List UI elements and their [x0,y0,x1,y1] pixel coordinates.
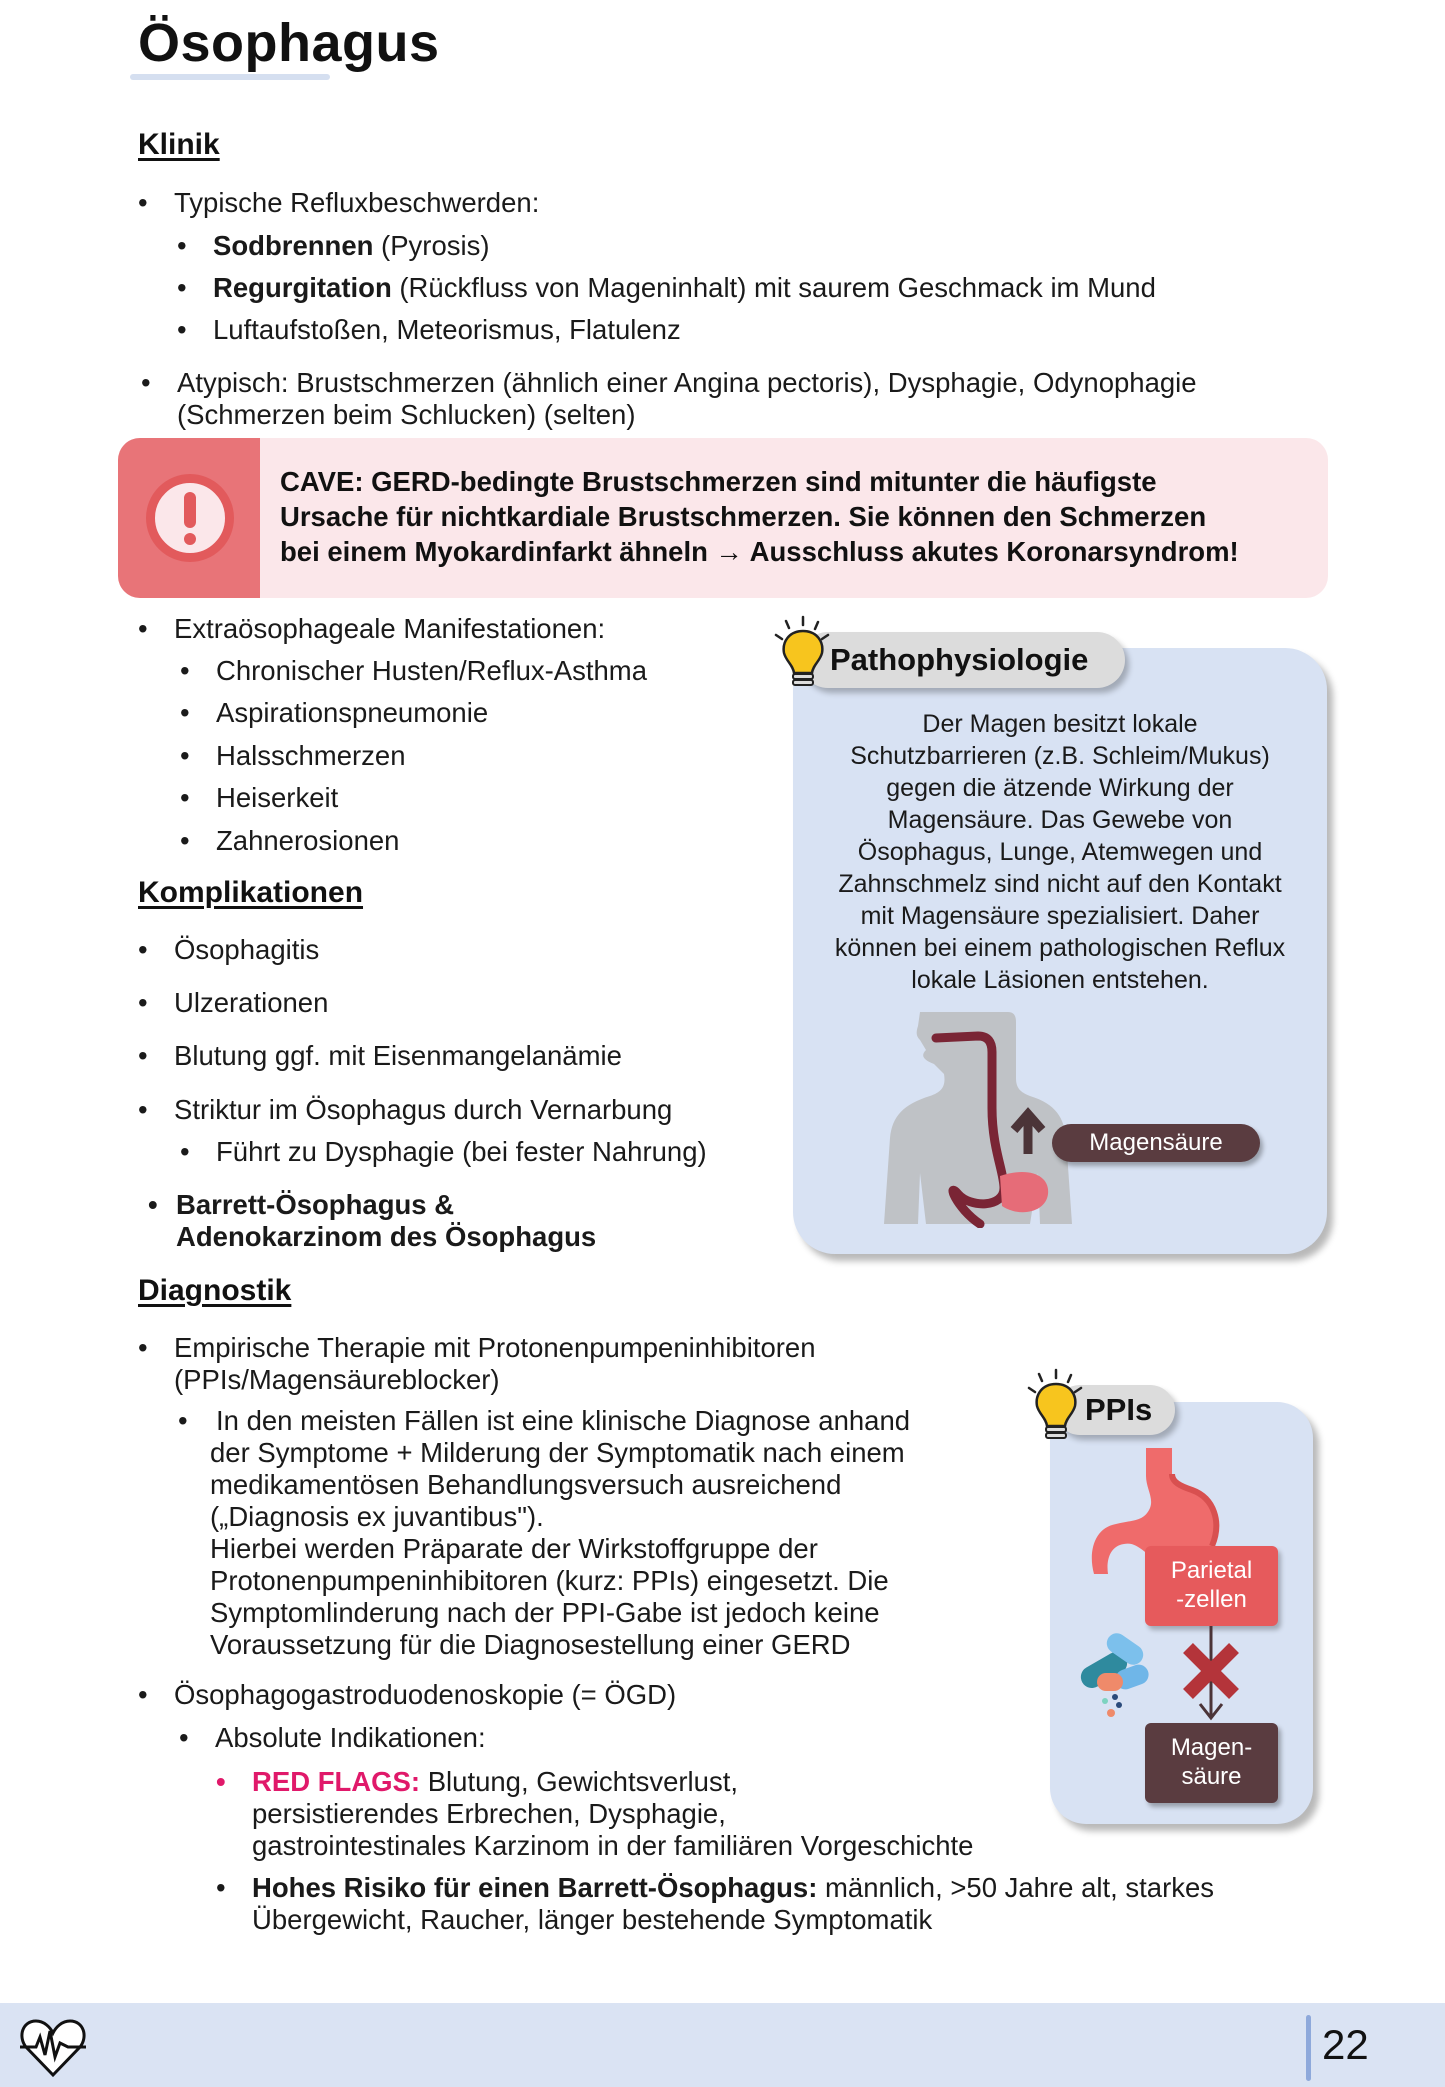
list-item: • Hohes Risiko für einen Barrett-Ösophagus: männlich, >50 Jahre alt, starkes Übergewicht, Raucher, länger bestehende Symptomatik [216,1872,1215,1935]
bullet-icon: • [138,934,148,965]
bullet-icon: • [138,1094,148,1125]
list-item: • Atypisch: Brustschmerzen (ähnlich einer Angina pectoris), Dysphagie, Odynophagie (Schmerzen beim Schlucken) (selten) [141,367,1197,430]
pathophysiologie-text: Der Magen besitzt lokale Schutzbarrieren (z.B. Schleim/Mukus) gegen die ätzende Wirkung der Magensäure. Das Gewebe von Ösophagus, Lunge, Atemwegen und Zahnschmelz sind nicht auf den Kontakt mit Magensäure spezialisiert. Daher können bei einem pathologischen Reflux lokale Läsionen entstehen. [834,710,1286,994]
list-item: • In den meisten Fällen ist eine klinische Diagnose anhand der Symptome + Milderung der Symptomatik nach einem medikamentösen Behandlungsversuch ausreichend („Diagnosis ex juvantibus"). Hierbei werden Präparate der Wirkstoffgruppe der Protonenpumpeninhibitoren (kurz: PPIs) eingesetzt. Die Symptomlinderung nach der PPI-Gabe ist jedoch keine Voraussetzung für die Diagnosestellung einer GERD [178,1405,911,1660]
bullet-icon: • [180,825,190,856]
title-underline [130,74,330,80]
cave-warning-box [118,438,1328,598]
bullet-icon: • [138,613,148,644]
bullet-icon: • [180,1136,190,1167]
pills-icon [1075,1633,1155,1718]
cave-text: CAVE: GERD-bedingte Brustschmerzen sind mitunter die häufigste Ursache für nichtkardiale Brustschmerzen. Sie können den Schmerzen bei einem Myokardinfarkt ähneln → Ausschluss akutes Koronarsyndrom! [280,466,1239,567]
heading-klinik: Klinik [138,128,220,161]
bullet-icon: • [180,655,190,686]
lightbulb-icon [772,615,834,691]
heartbeat-icon [18,2017,88,2079]
bullet-icon: • [180,697,190,728]
lightbulb-icon [1025,1368,1087,1444]
list-item: • Striktur im Ösophagus durch Vernarbung [138,1094,673,1125]
list-item: • RED FLAGS: Blutung, Gewichtsverlust, persistierendes Erbrechen, Dysphagie, gastrointestinales Karzinom in der familiären Vorgeschichte [216,1766,974,1861]
pathophysiologie-title: Pathophysiologie [800,632,1125,688]
page-number: 22 [1322,2021,1369,2068]
bullet-icon: • [138,187,148,218]
footer-divider [1306,2015,1311,2081]
bullet-icon: • [141,367,151,398]
bullet-icon: • [138,1040,148,1071]
parietalzellen-box: Parietal -zellen [1145,1546,1278,1626]
list-item: • Empirische Therapie mit Protonenpumpeninhibitoren (PPIs/Magensäureblocker) [138,1332,816,1395]
list-item: • Führt zu Dysphagie (bei fester Nahrung) [180,1136,707,1167]
bullet-icon: • [216,1872,226,1903]
bullet-icon: • [177,314,187,345]
list-item: • Absolute Indikationen: [179,1722,486,1753]
bullet-icon: • [180,782,190,813]
heading-komplikationen: Komplikationen [138,876,364,909]
bullet-icon: • [138,1679,148,1710]
bullet-icon: • [179,1722,189,1753]
list-item: • Halsschmerzen [180,740,406,771]
bullet-icon: • [180,740,190,771]
magensaeure-label: Magensäure [1052,1124,1260,1162]
list-item: • Ösophagogastroduodenoskopie (= ÖGD) [138,1679,677,1710]
page-title: Ösophagus [138,13,440,73]
list-item: • Sodbrennen (Pyrosis) [177,230,490,261]
list-item: • Luftaufstoßen, Meteorismus, Flatulenz [177,314,681,345]
bullet-icon: • [148,1189,158,1220]
bullet-icon: • [177,230,187,261]
list-item: • Typische Refluxbeschwerden: [138,187,540,218]
list-item: • Aspirationspneumonie [180,697,489,728]
ppis-title: PPIs [1055,1385,1175,1435]
list-item: • Heiserkeit [180,782,339,813]
page-footer [0,2003,1445,2087]
list-item: • Barrett-Ösophagus & Adenokarzinom des Ösophagus [148,1189,597,1252]
bullet-icon: • [138,987,148,1018]
bullet-icon: • [216,1766,226,1797]
list-item: • Blutung ggf. mit Eisenmangelanämie [138,1040,622,1071]
heading-diagnostik: Diagnostik [138,1274,292,1307]
blocked-arrow-icon [1180,1626,1242,1722]
list-item: • Extraösophageale Manifestationen: [138,613,606,644]
list-item: • Ösophagitis [138,934,320,965]
list-item: • Regurgitation (Rückfluss von Mageninhalt) mit saurem Geschmack im Mund [177,272,1156,303]
bullet-icon: • [178,1405,188,1436]
list-item: • Zahnerosionen [180,825,400,856]
bullet-icon: • [177,272,187,303]
magensaeure-box: Magen- säure [1145,1723,1278,1803]
exclamation-circle-icon [146,474,234,562]
bullet-icon: • [138,1332,148,1363]
reflux-illustration [880,1008,1090,1228]
list-item: • Ulzerationen [138,987,329,1018]
list-item: • Chronischer Husten/Reflux-Asthma [180,655,648,686]
